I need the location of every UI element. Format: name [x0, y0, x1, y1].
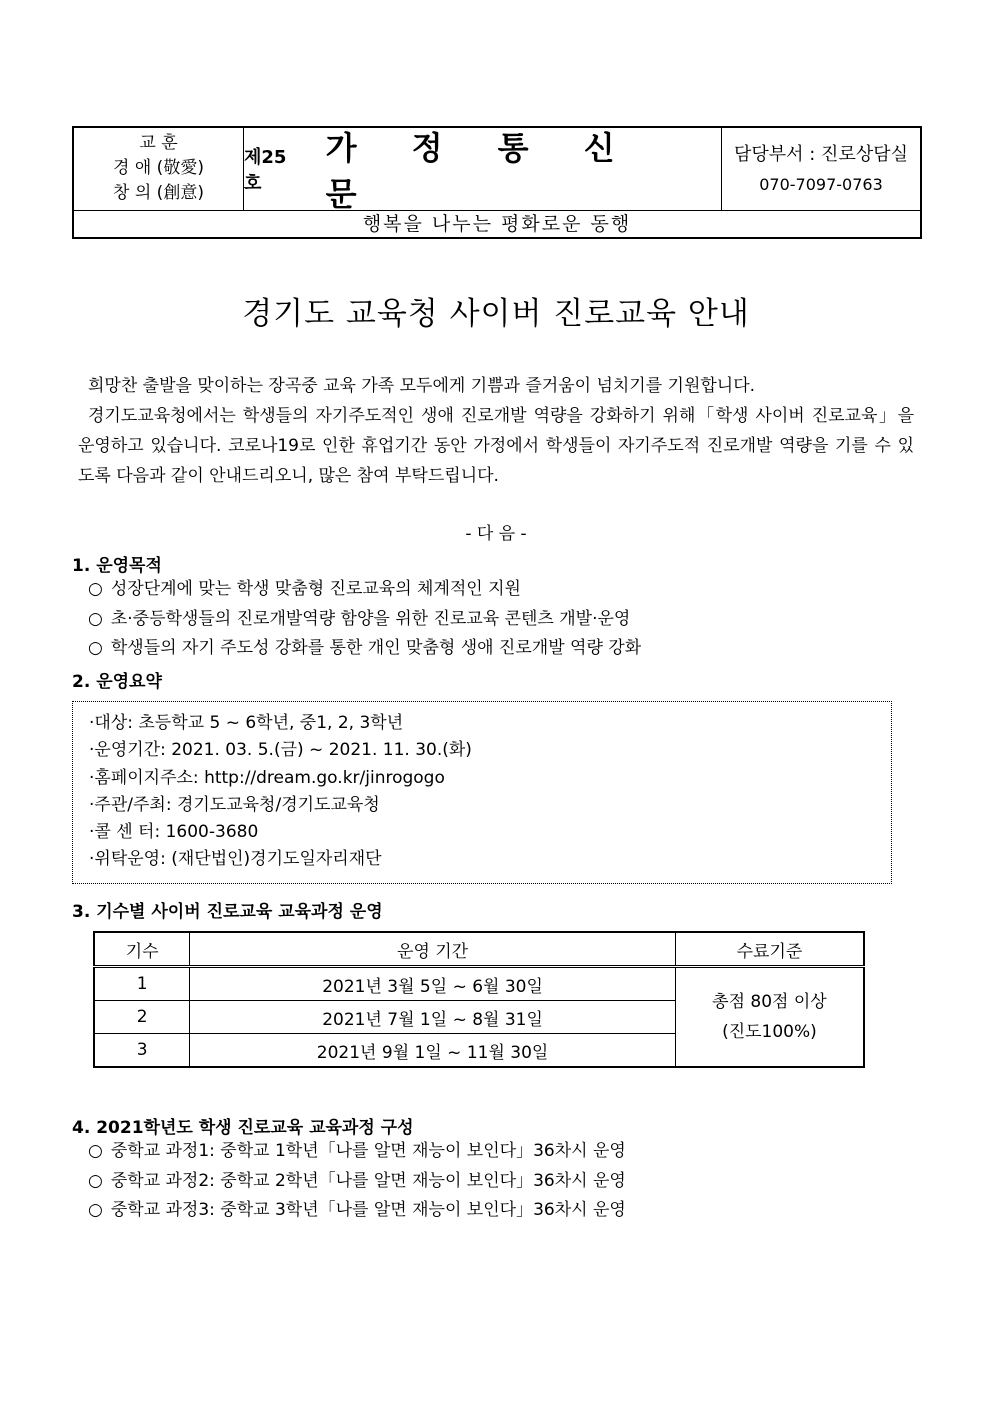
motto-line-1: 경 애 (敬愛) [113, 158, 204, 178]
school-motto [74, 128, 244, 210]
cohort-cell: 1 [94, 967, 190, 1001]
section-3-title: 3. 기수별 사이버 진로교육 교육과정 운영 [72, 902, 383, 922]
summary-line: ·대상: 초등학교 5 ~ 6학년, 중1, 2, 3학년 [89, 713, 404, 733]
section-4-title: 4. 2021학년도 학생 진로교육 교육과정 구성 [72, 1118, 414, 1138]
motto-line-2: 창 의 (創意) [113, 183, 204, 203]
intro-paragraph-1: 희망찬 출발을 맞이하는 장곡중 교육 가족 모두에게 기쁨과 즐거움이 넘치기를 기원합니다. [88, 376, 756, 396]
period-cell: 2021년 3월 5일 ~ 6월 30일 [190, 967, 676, 1001]
list-item: ○ 초·중등학생들의 진로개발역량 함양을 위한 진로교육 콘텐츠 개발·운영 [88, 605, 641, 635]
page-title: 경기도 교육청 사이버 진로교육 안내 [242, 296, 750, 332]
course-schedule-table [93, 931, 865, 1068]
summary-line: ·홈페이지주소: http://dream.go.kr/jinrogogo [89, 767, 445, 788]
summary-line: ·운영기간: 2021. 03. 5.(금) ~ 2021. 11. 30.(화) [89, 740, 472, 761]
phone-number: 070-7097-0763 [759, 175, 883, 194]
newsletter-title-block [244, 128, 721, 213]
summary-line: ·위탁운영: (재단법인)경기도일자리재단 [89, 849, 382, 870]
table-header-row [94, 932, 864, 967]
list-item: ○ 중학교 과정1: 중학교 1학년「나를 알면 재능이 보인다」36차시 운영 [88, 1137, 626, 1167]
column-header: 운영 기간 [190, 932, 676, 967]
list-item: ○ 성장단계에 맞는 학생 맞춤형 진로교육의 체계적인 지원 [88, 575, 641, 605]
motto-label: 교 훈 [139, 133, 178, 153]
list-item: ○ 중학교 과정3: 중학교 3학년「나를 알면 재능이 보인다」36차시 운영 [88, 1196, 626, 1226]
section-4-list [88, 1137, 626, 1226]
circle-bullet-icon: ○ [88, 1200, 103, 1220]
newsletter-header [72, 126, 922, 239]
column-header: 수료기준 [675, 932, 864, 967]
cohort-cell: 2 [94, 1001, 190, 1034]
slogan: 행복을 나누는 평화로운 동행 [74, 210, 920, 237]
period-cell: 2021년 9월 1일 ~ 11월 30일 [190, 1034, 676, 1068]
summary-line: ·주관/주최: 경기도교육청/경기도교육청 [89, 794, 380, 815]
circle-bullet-icon: ○ [88, 1141, 103, 1161]
list-item: ○ 학생들의 자기 주도성 강화를 통한 개인 맞춤형 생애 진로개발 역량 강화 [88, 634, 641, 664]
contact-info [721, 128, 920, 210]
issue-number: 제25호 [244, 147, 287, 194]
section-2-title: 2. 운영요약 [72, 672, 162, 692]
section-1-list [88, 575, 641, 664]
notice-divider: - 다 음 - [465, 524, 527, 544]
list-item: ○ 중학교 과정2: 중학교 2학년「나를 알면 재능이 보인다」36차시 운영 [88, 1167, 626, 1197]
criteria-cell: 총점 80점 이상 (진도100%) [675, 967, 864, 1068]
intro-text [78, 371, 914, 491]
circle-bullet-icon: ○ [88, 638, 103, 658]
department: 담당부서 : 진로상담실 [734, 144, 908, 165]
period-cell: 2021년 7월 1일 ~ 8월 31일 [190, 1001, 676, 1034]
circle-bullet-icon: ○ [88, 608, 103, 629]
cohort-cell: 3 [94, 1034, 190, 1068]
table-row [94, 967, 864, 1001]
column-header: 기수 [94, 932, 190, 967]
intro-paragraph-2: 경기도교육청에서는 학생들의 자기주도적인 생애 진로개발 역량을 강화하기 위해「학생 사이버 진로교육」을 운영하고 있습니다. 코로나19로 인한 휴업기간 동안 가정에서 학생들이 자기주도적 진로개발 역량을 기를 수 있도록 다음과 같이 안내드리오니, 많은 참여 부탁드립니다. [78, 406, 914, 486]
newsletter-title: 가 정 통 신 문 [325, 129, 637, 213]
section-1-title: 1. 운영목적 [72, 556, 162, 576]
summary-line: ·콜 센 터: 1600-3680 [89, 822, 259, 843]
circle-bullet-icon: ○ [88, 579, 103, 599]
summary-box [72, 701, 892, 884]
circle-bullet-icon: ○ [88, 1170, 103, 1191]
